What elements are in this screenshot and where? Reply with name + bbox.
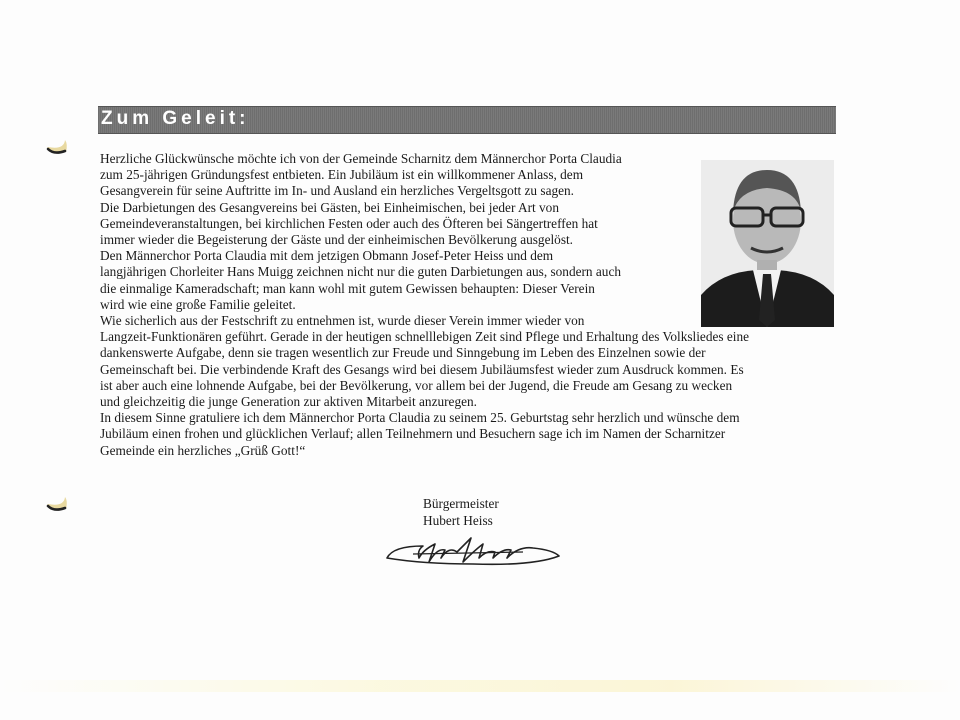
text-line: Jubiläum einen frohen und glücklichen Verlauf; allen Teilnehmern und Besuchern sage ich im Namen der Scharnitzer (100, 426, 726, 442)
text-line: Langzeit-Funktionären geführt. Gerade in der heutigen schnelllebigen Zeit sind Pflege und Erhaltung des Volksliedes eine (100, 329, 750, 345)
text-line: die einmalige Kameradschaft; man kann wohl mit gutem Gewissen behaupten: Dieser Verein (100, 280, 595, 296)
text-line: immer wieder die Begeisterung der Gäste und der einheimischen Bevölkerung ausgelöst. (100, 232, 574, 248)
text-line: Wie sicherlich aus der Festschrift zu entnehmen ist, wurde dieser Verein immer wieder von (100, 313, 585, 329)
letter-body (100, 151, 836, 459)
text-line: Die Darbietungen des Gesangvereins bei Gästen, bei Einheimischen, bei jeder Art von (100, 199, 559, 215)
text-line: In diesem Sinne gratuliere ich dem Männerchor Porta Claudia zu seinem 25. Geburtstag sehr herzlich und wünsche dem (100, 410, 740, 426)
text-line: ist aber auch eine lohnende Aufgabe, bei der Bevölkerung, vor allem bei der Jugend, die Freude am Gesang zu wecken (100, 377, 733, 393)
text-line: dankenswerte Aufgabe, denn sie tragen wesentlich zur Freude und Sinngebung im Leben des Einzelnen sowie der (100, 345, 706, 361)
text-line: Gemeindeveranstaltungen, bei kirchlichen Festen oder auch des Öfteren bei Sängertreffen hat (100, 215, 598, 231)
paragraph (100, 151, 836, 200)
section-header-bar (98, 106, 836, 134)
paragraph (100, 248, 836, 313)
paper-stain (0, 680, 960, 692)
binder-hole-icon (44, 495, 70, 515)
paragraph (100, 313, 836, 410)
signatory-name: Hubert Heiss (423, 513, 493, 528)
text-line: Gemeinde ein herzliches „Grüß Gott!“ (100, 442, 306, 458)
text-line: Den Männerchor Porta Claudia mit dem jetzigen Obmann Josef-Peter Heiss und dem (100, 248, 554, 264)
handwritten-signature (383, 528, 563, 568)
text-line: Gemeinschaft bei. Die verbindende Kraft des Gesangs wird bei diesem Jubiläumsfest wieder zum Ausdruck kommen. Es (100, 361, 744, 377)
paragraph (100, 200, 836, 249)
paragraph (100, 410, 836, 459)
text-line: zum 25-jährigen Gründungsfest entbieten. Ein Jubiläum ist ein willkommener Anlass, dem (100, 167, 584, 183)
text-line: Gesangverein für seine Auftritte im In- und Ausland ein herzliches Vergeltsgott zu sagen. (100, 183, 575, 199)
text-line: wird wie eine große Familie geleitet. (100, 296, 296, 312)
binder-hole-icon (44, 138, 70, 158)
section-title: Zum Geleit: (101, 108, 250, 129)
signatory-role: Bürgermeister (423, 496, 499, 511)
text-line: langjährigen Chorleiter Hans Muigg zeichnen nicht nur die guten Darbietungen aus, sondern auch (100, 264, 622, 280)
text-line: Herzliche Glückwünsche möchte ich von der Gemeinde Scharnitz dem Männerchor Porta Claudia (100, 151, 622, 166)
text-line: und gleichzeitig die junge Generation zur aktiven Mitarbeit anzuregen. (100, 394, 477, 410)
signature-block (423, 495, 543, 529)
